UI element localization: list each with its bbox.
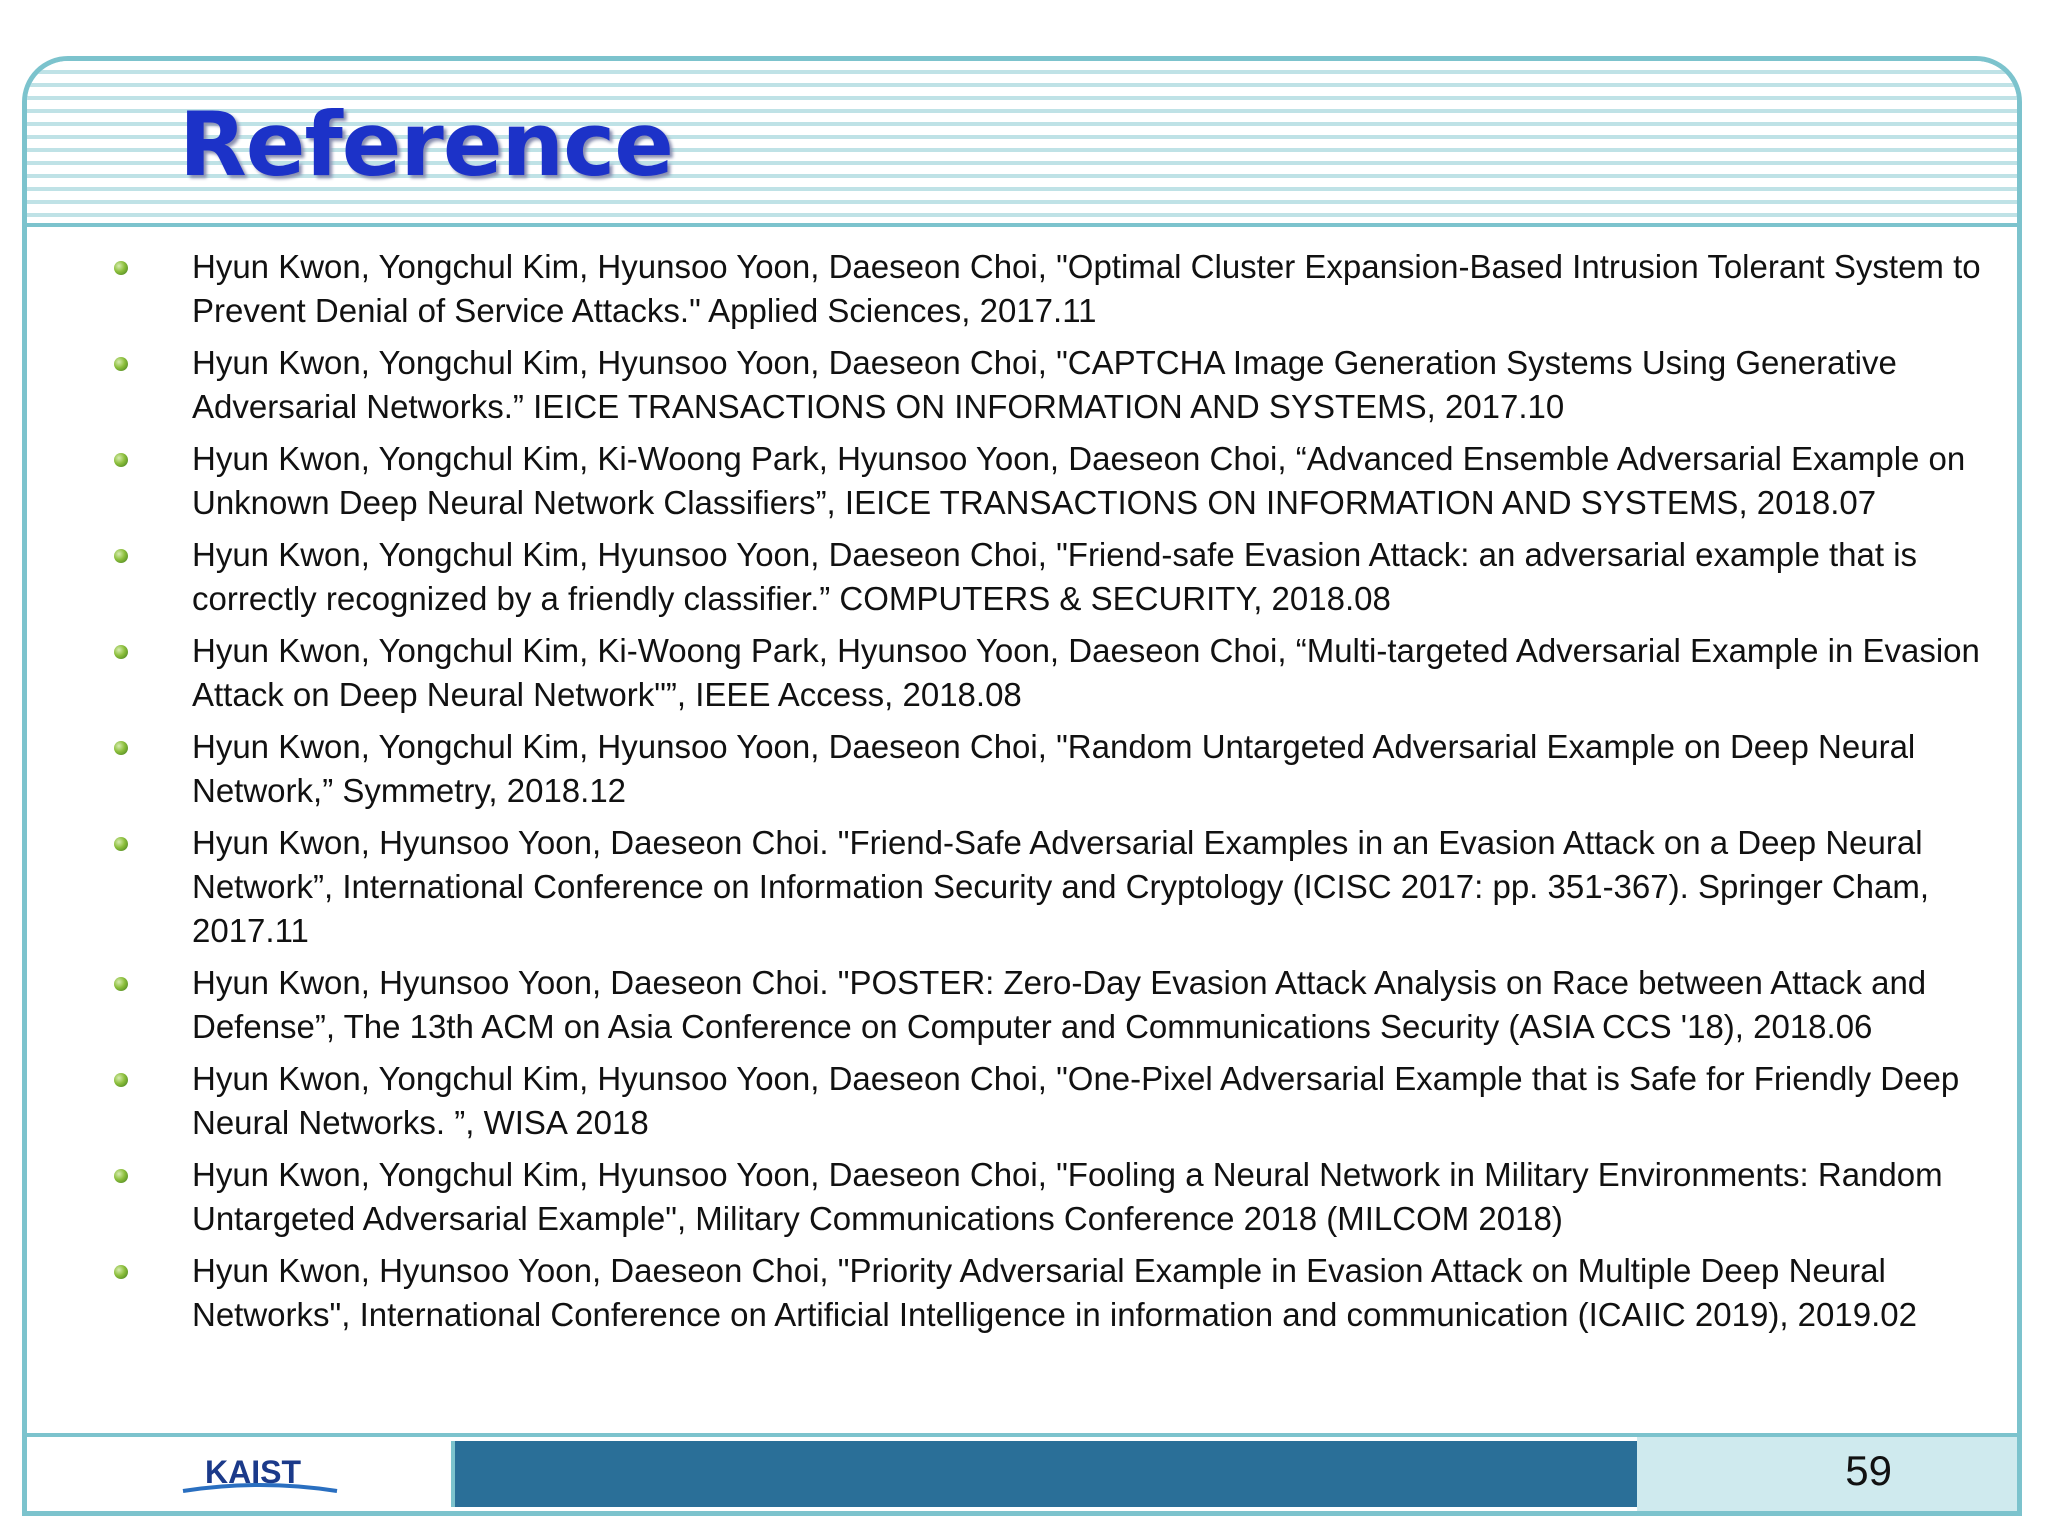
reference-item [102,725,2002,813]
bullet-icon [114,837,128,851]
reference-item [102,629,2002,717]
reference-item [102,961,2002,1049]
slide-frame [22,56,2022,1516]
logo-area [27,1437,447,1511]
reference-text: Hyun Kwon, Yongchul Kim, Hyunsoo Yoon, Daeseon Choi, "One-Pixel Adversarial Example that is Safe for Friendly Deep Neural Networks. ”, WISA 2018 [192,1060,1960,1141]
reference-text: Hyun Kwon, Yongchul Kim, Ki-Woong Park, Hyunsoo Yoon, Daeseon Choi, “Multi-targeted Adversarial Example in Evasion Attack on Deep Neural Network"”, IEEE Access, 2018.08 [192,632,1980,713]
bullet-icon [114,1073,128,1087]
bullet-icon [114,741,128,755]
slide-title: Reference [179,93,673,196]
reference-list [102,245,2002,1345]
slide-footer [27,1433,2017,1511]
reference-text: Hyun Kwon, Hyunsoo Yoon, Daeseon Choi. "Friend-Safe Adversarial Examples in an Evasion Attack on a Deep Neural Network”, International Conference on Information Security and Cryptology (ICISC 2017: pp. 351-367). Springer Cham, 2017.11 [192,824,1930,949]
reference-text: Hyun Kwon, Yongchul Kim, Hyunsoo Yoon, Daeseon Choi, "Friend-safe Evasion Attack: an adversarial example that is correctly recognized by a friendly classifier.” COMPUTERS & SECURITY, 2018.08 [192,536,1918,617]
reference-text: Hyun Kwon, Yongchul Kim, Hyunsoo Yoon, Daeseon Choi, "Optimal Cluster Expansion-Based Intrusion Tolerant System to Prevent Denial of Service Attacks." Applied Sciences, 2017.11 [192,248,1981,329]
reference-text: Hyun Kwon, Hyunsoo Yoon, Daeseon Choi, "Priority Adversarial Example in Evasion Attack on Multiple Deep Neural Networks", International Conference on Artificial Intelligence in information and communication (ICAIIC 2019), 2019.02 [192,1252,1917,1333]
bullet-icon [114,357,128,371]
reference-item [102,1153,2002,1241]
page-number: 59 [1845,1447,1892,1494]
reference-text: Hyun Kwon, Yongchul Kim, Hyunsoo Yoon, Daeseon Choi, "CAPTCHA Image Generation Systems Using Generative Adversarial Networks.” IEICE TRANSACTIONS ON INFORMATION AND SYSTEMS, 2017.10 [192,344,1897,425]
reference-text: Hyun Kwon, Hyunsoo Yoon, Daeseon Choi. "POSTER: Zero-Day Evasion Attack Analysis on Race between Attack and Defense”, The 13th ACM on Asia Conference on Computer and Communications Security (ASIA CCS '18), 2018.06 [192,964,1927,1045]
bullet-icon [114,549,128,563]
page-number-box [1637,1437,2017,1511]
reference-text: Hyun Kwon, Yongchul Kim, Hyunsoo Yoon, Daeseon Choi, "Fooling a Neural Network in Military Environments: Random Untargeted Adversarial Example", Military Communications Conference 2018 (MILCOM 2018) [192,1156,1943,1237]
reference-item [102,533,2002,621]
reference-item [102,341,2002,429]
bullet-icon [114,1265,128,1279]
reference-text: Hyun Kwon, Yongchul Kim, Hyunsoo Yoon, Daeseon Choi, "Random Untargeted Adversarial Example on Deep Neural Network,” Symmetry, 2018.12 [192,728,1916,809]
reference-item [102,1057,2002,1145]
reference-item [102,245,2002,333]
reference-item [102,1249,2002,1337]
reference-item [102,821,2002,953]
reference-text: Hyun Kwon, Yongchul Kim, Ki-Woong Park, Hyunsoo Yoon, Daeseon Choi, “Advanced Ensemble Adversarial Example on Unknown Deep Neural Network Classifiers”, IEICE TRANSACTIONS ON INFORMATION AND SYSTEMS, 2018.07 [192,440,1966,521]
bullet-icon [114,261,128,275]
reference-item [102,437,2002,525]
bullet-icon [114,645,128,659]
bullet-icon [114,1169,128,1183]
kaist-logo-text: KAIST [205,1454,301,1490]
bullet-icon [114,977,128,991]
footer-bar [451,1441,1641,1507]
bullet-icon [114,453,128,467]
kaist-logo [175,1449,345,1497]
slide-header [27,61,2017,227]
